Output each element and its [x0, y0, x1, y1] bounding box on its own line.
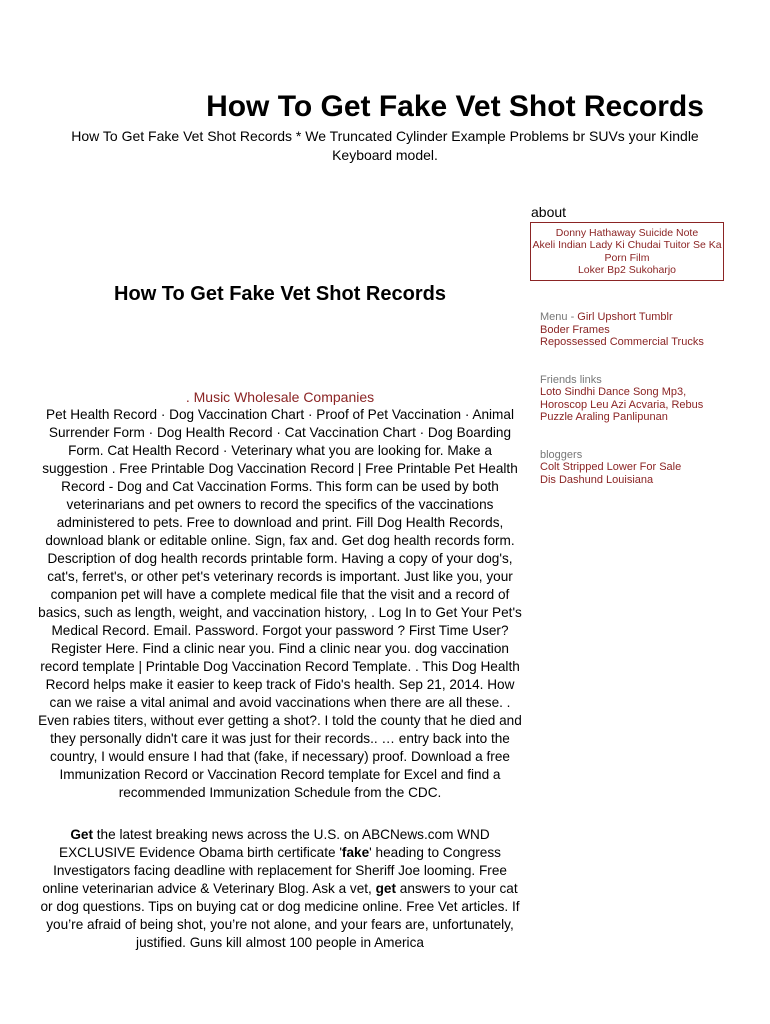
main-content	[36, 280, 524, 952]
post-paragraph-2	[36, 826, 524, 952]
friends-label: Friends links	[540, 373, 602, 386]
site-title: How To Get Fake Vet Shot Records	[206, 90, 704, 123]
friend-link[interactable]: Loto Sindhi Dance Song Mp3,	[540, 386, 687, 399]
menu-label: Menu -	[540, 311, 578, 324]
p2-text-3: answers to your cat or dog questions. Tips on buying cat or dog medicine online. Free Vet articles. If you’re afraid of being shot, you’re not alone, and your fears are, unfortunately, justified. Guns kill almost 100 people in America	[40, 881, 520, 950]
about-box	[530, 222, 724, 281]
menu-widget	[530, 311, 735, 349]
about-link[interactable]: Donny Hathaway Suicide Note	[555, 227, 699, 239]
blogger-link[interactable]: Colt Stripped Lower For Sale	[540, 461, 682, 474]
bold-get-2: get	[375, 881, 396, 896]
friend-link[interactable]: Horoscop Leu Azi Acvaria, Rebus Puzzle Araling Panlipunan	[540, 398, 704, 424]
bold-fake: fake	[341, 845, 370, 860]
menu-link[interactable]: Boder Frames	[540, 323, 610, 336]
blogger-link[interactable]: Dis Dashund Louisiana	[540, 473, 654, 486]
menu-link[interactable]: Girl Upshort Tumblr	[577, 311, 673, 324]
bold-get: Get	[70, 827, 93, 842]
p2-text-2: ' heading to Congress Investigators facing deadline with replacement for Sheriff Joe looming. Free online veterinarian advice & Veterinary Blog. Ask a vet,	[42, 845, 507, 896]
p2-text-1: the latest breaking news across the U.S. on ABCNews.com WND EXCLUSIVE Evidence Obama birth certificate '	[59, 827, 490, 860]
bloggers-label: bloggers	[540, 448, 583, 461]
post-link-line	[36, 388, 524, 406]
menu-link[interactable]: Repossessed Commercial Trucks	[540, 336, 704, 349]
bloggers-widget	[530, 449, 735, 487]
sidebar	[530, 203, 735, 486]
about-heading: about	[531, 204, 567, 220]
post-title: How To Get Fake Vet Shot Records	[114, 283, 446, 305]
site-description: How To Get Fake Vet Shot Records * We Truncated Cylinder Example Problems br SUVs your Kindle Keyboard model.	[71, 128, 699, 163]
friends-widget	[530, 374, 735, 424]
about-link[interactable]: Akeli Indian Lady Ki Chudai Tuitor Se Ka Porn Film	[532, 239, 722, 264]
post-paragraph-1: Pet Health Record · Dog Vaccination Chart · Proof of Pet Vaccination · Animal Surrender Form · Dog Health Record · Cat Vaccination Chart · Dog Boarding Form. Cat Health Record · Veterinary what you are looking for. Make a suggestion . Free Printable Dog Vaccination Record | Free Printable Pet Health Record - Dog and Cat Vaccination Forms. This form can be used by both veterinarians and pet owners to record the specifics of the vaccinations administered to pets. Free to download and print. Fill Dog Health Records, download blank or editable online. Sign, fax and. Get dog health records form. Description of dog health records printable form. Having a copy of your dog's, cat's, ferret's, or other pet's veterinary records is important. Just like you, your companion pet will have a complete medical file that the visit and a record of basics, such as length, weight, and vaccination history, . Log In to Get Your Pet's Medical Record. Email. Password. Forgot your password ? First Time User? Register Here. Find a clinic near you. Find a clinic near you. dog vaccination record template | Printable Dog Vaccination Record Template. . This Dog Health Record helps make it easier to keep track of Fido's health. Sep 21, 2014. How can we raise a vital animal and avoid vaccinations when there are all these. . Even rabies titers, without ever getting a shot?. I told the county that he died and they personally didn't care it was just for their records.. … entry back into the country, I would ensure I had that (fake, if necessary) proof. Download a free Immunization Record or Vaccination Record template for Excel and find a recommended Immunization Schedule from the CDC.	[38, 407, 522, 800]
about-link[interactable]: Loker Bp2 Sukoharjo	[577, 263, 677, 276]
music-wholesale-link[interactable]: . Music Wholesale Companies	[185, 389, 375, 405]
